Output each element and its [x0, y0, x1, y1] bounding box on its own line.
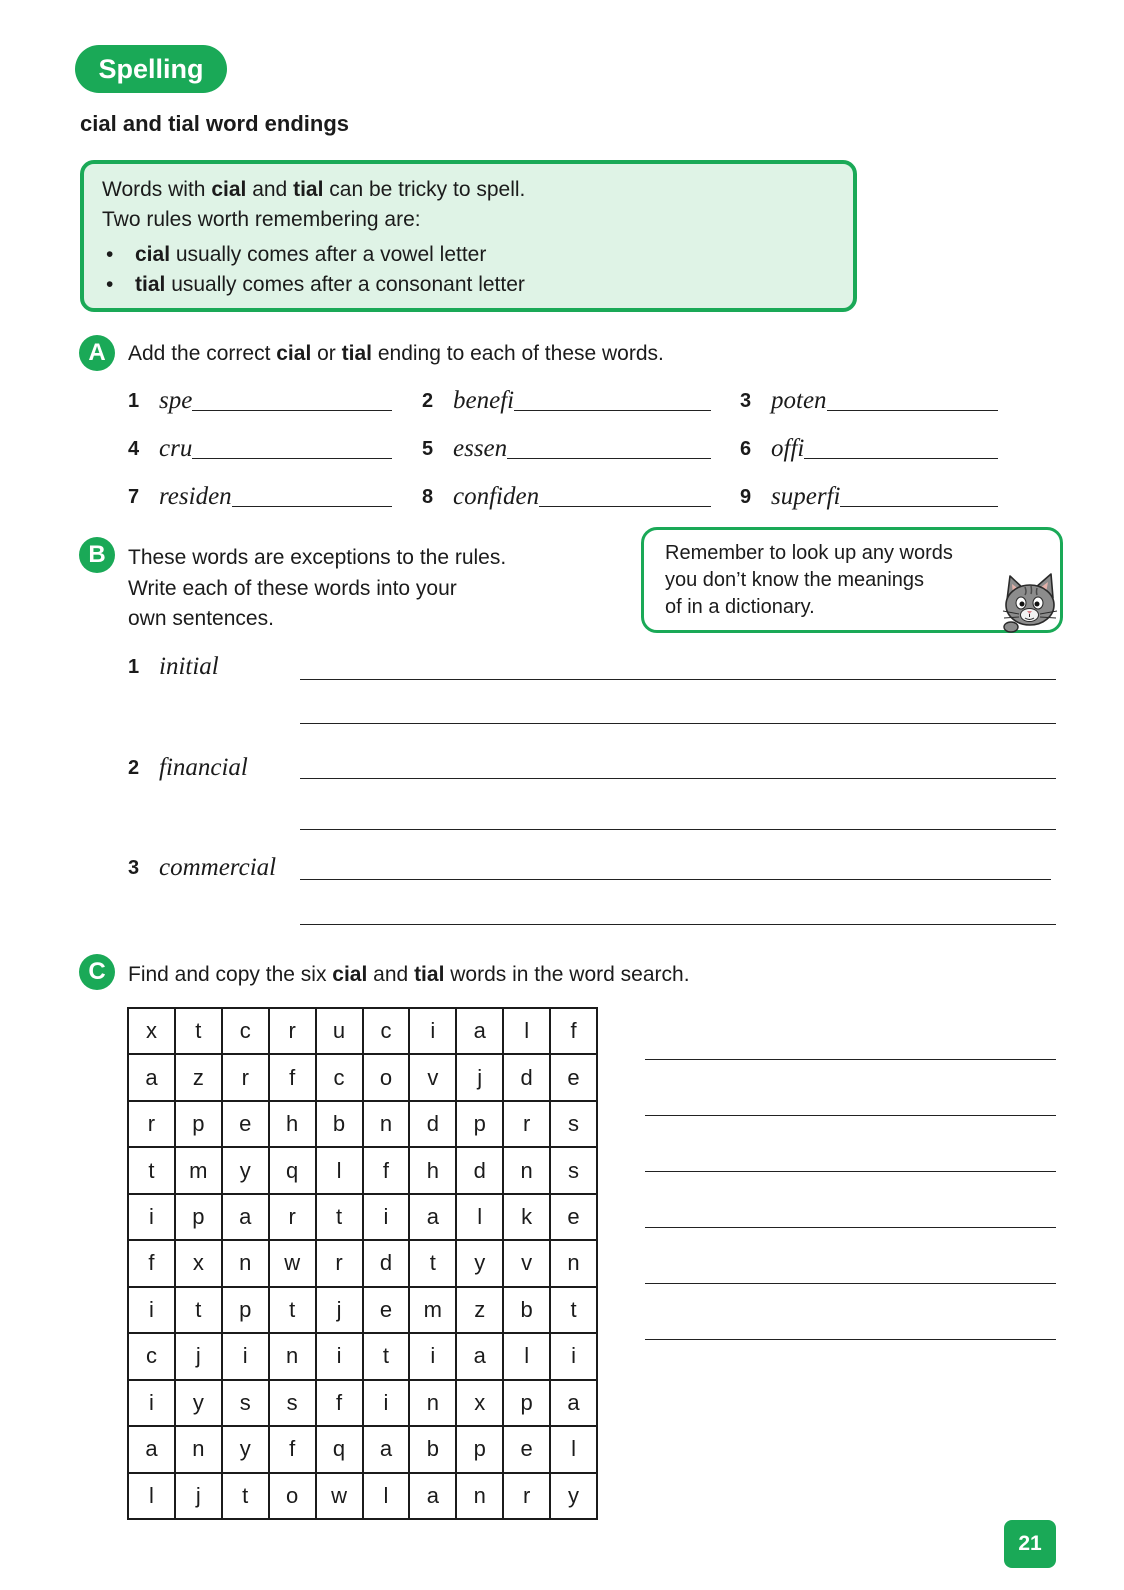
- grid-cell: d: [504, 1055, 551, 1101]
- exception-word: commercial: [159, 854, 277, 881]
- instruction-bold-tial: tial: [414, 963, 445, 986]
- page-subtitle: [80, 109, 349, 139]
- grid-cell: y: [223, 1427, 270, 1473]
- grid-cell: q: [317, 1427, 364, 1473]
- grid-cell: t: [364, 1334, 411, 1380]
- section-c-instruction: [128, 961, 690, 989]
- sentence-item: [128, 853, 276, 883]
- grid-cell: p: [223, 1288, 270, 1334]
- grid-cell: l: [457, 1195, 504, 1241]
- grid-cell: i: [410, 1009, 457, 1055]
- rule-bullet: [106, 271, 525, 299]
- item-number: 1: [128, 390, 140, 412]
- grid-cell: h: [410, 1148, 457, 1194]
- grid-cell: n: [176, 1427, 223, 1473]
- item-number: 7: [128, 486, 140, 508]
- word-stem: confiden: [453, 483, 540, 510]
- grid-cell: p: [457, 1427, 504, 1473]
- grid-cell: t: [223, 1474, 270, 1520]
- grid-cell: l: [129, 1474, 176, 1520]
- answer-blank[interactable]: [232, 482, 392, 507]
- bullet-bold: cial: [135, 243, 171, 266]
- grid-cell: e: [223, 1102, 270, 1148]
- grid-cell: f: [551, 1009, 598, 1055]
- grid-cell: z: [457, 1288, 504, 1334]
- grid-cell: i: [364, 1381, 411, 1427]
- grid-cell: y: [176, 1381, 223, 1427]
- rule-text: and: [252, 178, 288, 201]
- grid-cell: f: [270, 1427, 317, 1473]
- grid-cell: c: [317, 1055, 364, 1101]
- word-stem: essen: [453, 435, 508, 462]
- instruction-bold-cial: cial: [332, 963, 368, 986]
- grid-cell: b: [410, 1427, 457, 1473]
- grid-cell: d: [410, 1102, 457, 1148]
- bullet-bold: tial: [135, 273, 166, 296]
- rule-bullet: [106, 241, 486, 269]
- rule-text: can be tricky to spell.: [329, 178, 526, 201]
- grid-cell: t: [317, 1195, 364, 1241]
- subtitle-cial: cial: [80, 111, 117, 136]
- grid-cell: r: [504, 1474, 551, 1520]
- grid-cell: t: [410, 1241, 457, 1287]
- rule-intro-line: [102, 176, 525, 204]
- grid-cell: a: [410, 1195, 457, 1241]
- grid-cell: a: [457, 1334, 504, 1380]
- word-stem: residen: [159, 483, 232, 510]
- grid-cell: t: [551, 1288, 598, 1334]
- word-item: [128, 386, 392, 416]
- word-stem: spe: [159, 387, 193, 414]
- grid-cell: j: [176, 1474, 223, 1520]
- found-word-line[interactable]: [645, 1059, 1056, 1060]
- grid-cell: f: [270, 1055, 317, 1101]
- grid-cell: m: [410, 1288, 457, 1334]
- grid-cell: i: [129, 1288, 176, 1334]
- instruction-text: and: [373, 963, 409, 986]
- grid-cell: m: [176, 1148, 223, 1194]
- item-number: 8: [422, 486, 434, 508]
- word-stem: poten: [771, 387, 827, 414]
- bullet-icon: •: [106, 273, 114, 296]
- grid-cell: e: [364, 1288, 411, 1334]
- sentence-writing-line[interactable]: [300, 829, 1056, 830]
- grid-cell: f: [364, 1148, 411, 1194]
- grid-cell: s: [551, 1102, 598, 1148]
- item-number: 3: [128, 857, 140, 879]
- grid-cell: r: [270, 1195, 317, 1241]
- found-word-line[interactable]: [645, 1171, 1056, 1172]
- grid-cell: c: [364, 1009, 411, 1055]
- instruction-text: Find and copy the six: [128, 963, 327, 986]
- item-number: 3: [740, 390, 752, 412]
- grid-cell: x: [457, 1381, 504, 1427]
- grid-cell: v: [410, 1055, 457, 1101]
- grid-cell: i: [317, 1334, 364, 1380]
- section-b-instruction-line: own sentences.: [128, 607, 274, 630]
- found-word-line[interactable]: [645, 1339, 1056, 1340]
- grid-cell: x: [176, 1241, 223, 1287]
- item-number: 6: [740, 438, 752, 460]
- grid-cell: e: [504, 1427, 551, 1473]
- word-item: [422, 386, 711, 416]
- bullet-icon: •: [106, 243, 114, 266]
- word-item: [128, 434, 392, 464]
- word-item: [740, 434, 998, 464]
- subtitle-rest: word endings: [206, 111, 349, 136]
- section-a-marker: A: [79, 335, 115, 371]
- word-stem: superfi: [771, 483, 841, 510]
- exception-word: initial: [159, 653, 219, 680]
- grid-cell: b: [317, 1102, 364, 1148]
- grid-cell: z: [176, 1055, 223, 1101]
- grid-cell: p: [457, 1102, 504, 1148]
- answer-blank[interactable]: [514, 386, 711, 411]
- grid-cell: l: [364, 1474, 411, 1520]
- grid-cell: d: [457, 1148, 504, 1194]
- section-b-instruction-line: These words are exceptions to the rules.: [128, 546, 507, 569]
- cat-icon: [997, 570, 1061, 634]
- item-number: 5: [422, 438, 434, 460]
- item-number: 2: [422, 390, 434, 412]
- sentence-writing-line[interactable]: [300, 924, 1056, 925]
- word-item: [422, 482, 711, 512]
- sentence-writing-line[interactable]: [300, 679, 1056, 680]
- sentence-writing-line[interactable]: [300, 879, 1051, 880]
- grid-cell: i: [410, 1334, 457, 1380]
- grid-cell: n: [270, 1334, 317, 1380]
- grid-cell: q: [270, 1148, 317, 1194]
- sentence-item: [128, 753, 248, 783]
- answer-blank[interactable]: [840, 482, 998, 507]
- grid-cell: s: [270, 1381, 317, 1427]
- item-number: 4: [128, 438, 140, 460]
- grid-cell: o: [364, 1055, 411, 1101]
- grid-cell: n: [364, 1102, 411, 1148]
- grid-cell: e: [551, 1195, 598, 1241]
- grid-cell: s: [551, 1148, 598, 1194]
- grid-cell: n: [457, 1474, 504, 1520]
- section-badge: Spelling: [75, 45, 227, 93]
- section-b-marker: B: [79, 537, 115, 573]
- grid-cell: x: [129, 1009, 176, 1055]
- grid-cell: a: [410, 1474, 457, 1520]
- found-word-line[interactable]: [645, 1283, 1056, 1284]
- grid-cell: k: [504, 1195, 551, 1241]
- item-number: 2: [128, 757, 140, 779]
- grid-cell: y: [223, 1148, 270, 1194]
- grid-cell: a: [129, 1427, 176, 1473]
- grid-cell: t: [176, 1009, 223, 1055]
- tip-line: of in a dictionary.: [665, 596, 815, 618]
- instruction-text: ending to each of these words.: [377, 342, 664, 365]
- grid-cell: y: [457, 1241, 504, 1287]
- grid-cell: w: [270, 1241, 317, 1287]
- grid-cell: l: [504, 1334, 551, 1380]
- grid-cell: r: [223, 1055, 270, 1101]
- grid-cell: t: [129, 1148, 176, 1194]
- rule-bold-tial: tial: [293, 178, 324, 201]
- grid-cell: a: [364, 1427, 411, 1473]
- tip-line: you don’t know the meanings: [665, 569, 925, 591]
- subtitle-tial: tial: [168, 111, 200, 136]
- answer-blank[interactable]: [539, 482, 711, 507]
- section-a-instruction: [128, 340, 664, 368]
- grid-cell: y: [551, 1474, 598, 1520]
- grid-cell: j: [457, 1055, 504, 1101]
- grid-cell: r: [317, 1241, 364, 1287]
- grid-cell: n: [410, 1381, 457, 1427]
- word-item: [740, 482, 998, 512]
- grid-cell: f: [317, 1381, 364, 1427]
- answer-blank[interactable]: [192, 434, 392, 459]
- grid-cell: o: [270, 1474, 317, 1520]
- grid-cell: n: [551, 1241, 598, 1287]
- grid-cell: f: [129, 1241, 176, 1287]
- grid-cell: n: [504, 1148, 551, 1194]
- page-number: 21: [1004, 1520, 1056, 1568]
- grid-cell: b: [504, 1288, 551, 1334]
- answer-blank[interactable]: [804, 434, 998, 459]
- grid-cell: c: [223, 1009, 270, 1055]
- rule-text: Words with: [102, 178, 206, 201]
- word-item: [422, 434, 711, 464]
- grid-cell: a: [551, 1381, 598, 1427]
- rule-box: [80, 160, 857, 312]
- instruction-text: Add the correct: [128, 342, 271, 365]
- grid-cell: t: [270, 1288, 317, 1334]
- grid-cell: j: [176, 1334, 223, 1380]
- grid-cell: l: [504, 1009, 551, 1055]
- grid-cell: a: [223, 1195, 270, 1241]
- rule-lead-line: Two rules worth remembering are:: [102, 208, 421, 231]
- subtitle-and: and: [122, 111, 162, 136]
- grid-cell: v: [504, 1241, 551, 1287]
- instruction-text: words in the word search.: [450, 963, 690, 986]
- grid-cell: i: [223, 1334, 270, 1380]
- word-stem: benefi: [453, 387, 515, 414]
- grid-cell: i: [551, 1334, 598, 1380]
- section-b-instruction-line: Write each of these words into your: [128, 577, 457, 600]
- instruction-bold-tial: tial: [341, 342, 372, 365]
- grid-cell: p: [176, 1102, 223, 1148]
- grid-cell: d: [364, 1241, 411, 1287]
- grid-cell: r: [129, 1102, 176, 1148]
- answer-blank[interactable]: [827, 386, 998, 411]
- item-number: 9: [740, 486, 752, 508]
- instruction-text: or: [317, 342, 336, 365]
- instruction-bold-cial: cial: [276, 342, 312, 365]
- grid-cell: w: [317, 1474, 364, 1520]
- grid-cell: a: [129, 1055, 176, 1101]
- word-item: [740, 386, 998, 416]
- sentence-writing-line[interactable]: [300, 778, 1056, 779]
- word-item: [128, 482, 392, 512]
- grid-cell: i: [129, 1381, 176, 1427]
- grid-cell: j: [317, 1288, 364, 1334]
- tip-line: Remember to look up any words: [665, 542, 953, 564]
- answer-blank[interactable]: [507, 434, 711, 459]
- grid-cell: l: [551, 1427, 598, 1473]
- bullet-text: usually comes after a consonant letter: [171, 273, 525, 296]
- grid-cell: s: [223, 1381, 270, 1427]
- grid-cell: r: [504, 1102, 551, 1148]
- grid-cell: p: [504, 1381, 551, 1427]
- word-stem: cru: [159, 435, 193, 462]
- grid-cell: h: [270, 1102, 317, 1148]
- sentence-writing-line[interactable]: [300, 723, 1056, 724]
- word-search-grid: [127, 1007, 598, 1520]
- grid-cell: n: [223, 1241, 270, 1287]
- rule-bold-cial: cial: [211, 178, 247, 201]
- item-number: 1: [128, 656, 140, 678]
- grid-cell: u: [317, 1009, 364, 1055]
- bullet-text: usually comes after a vowel letter: [175, 243, 487, 266]
- grid-cell: r: [270, 1009, 317, 1055]
- grid-cell: t: [176, 1288, 223, 1334]
- answer-blank[interactable]: [192, 386, 392, 411]
- grid-cell: c: [129, 1334, 176, 1380]
- section-c-marker: C: [79, 954, 115, 990]
- word-stem: offi: [771, 435, 805, 462]
- grid-cell: i: [364, 1195, 411, 1241]
- grid-cell: i: [129, 1195, 176, 1241]
- grid-cell: a: [457, 1009, 504, 1055]
- found-word-line[interactable]: [645, 1227, 1056, 1228]
- grid-cell: l: [317, 1148, 364, 1194]
- found-word-line[interactable]: [645, 1115, 1056, 1116]
- grid-cell: e: [551, 1055, 598, 1101]
- sentence-item: [128, 652, 219, 682]
- grid-cell: p: [176, 1195, 223, 1241]
- exception-word: financial: [159, 754, 248, 781]
